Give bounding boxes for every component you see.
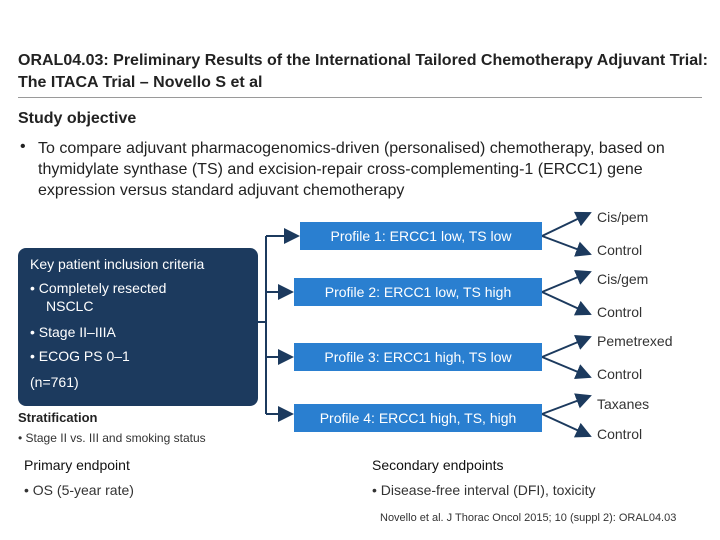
arrow-p4-arm1 xyxy=(542,396,590,414)
arm-p1-control: Control xyxy=(597,242,643,258)
arm-p3-control: Control xyxy=(597,366,643,382)
secondary-endpoints-heading: Secondary endpoints xyxy=(372,457,504,473)
arm-p4-control: Control xyxy=(597,426,643,442)
criteria-heading: Key patient inclusion criteria xyxy=(30,256,205,272)
objective-text: To compare adjuvant pharmacogenomics-driven (personalised) chemotherapy, based on thymidylate synthase (TS) and excision-repair cross-complementing-1 (ERCC1) gene expression versus standard adjuvant chemotherapy xyxy=(38,140,665,199)
profile-1-box: Profile 1: ERCC1 low, TS low xyxy=(300,222,542,250)
arm-p1-treatment: Cis/pem xyxy=(597,209,649,225)
arrow-p2-arm2 xyxy=(542,292,590,314)
secondary-endpoints-item: • Disease-free interval (DFI), toxicity xyxy=(372,482,596,498)
profile-2-box: Profile 2: ERCC1 low, TS high xyxy=(294,278,542,306)
primary-endpoint-item: • OS (5-year rate) xyxy=(24,482,134,498)
arrow-p3-arm2 xyxy=(542,357,590,377)
profile-3-box: Profile 3: ERCC1 high, TS low xyxy=(294,343,542,371)
primary-endpoint-heading: Primary endpoint xyxy=(24,457,130,473)
title-divider xyxy=(18,97,702,98)
criteria-n: (n=761) xyxy=(30,374,79,390)
slide-title: ORAL04.03: Preliminary Results of the International Tailored Chemotherapy Adjuvant Trial: The ITACA Trial – Novello S et al xyxy=(18,52,708,91)
inclusion-criteria-box xyxy=(18,248,258,406)
arm-p3-treatment: Pemetrexed xyxy=(597,333,673,349)
arrow-p1-arm1 xyxy=(542,213,590,236)
arm-p2-treatment: Cis/gem xyxy=(597,271,649,287)
stratification-heading: Stratification xyxy=(18,410,98,425)
arm-p4-treatment: Taxanes xyxy=(597,396,650,412)
arrow-p2-arm1 xyxy=(542,272,590,292)
profile-4-box: Profile 4: ERCC1 high, TS, high xyxy=(294,404,542,432)
criteria-item-1-cont: NSCLC xyxy=(46,298,94,314)
objective-bullet: • xyxy=(20,138,26,155)
stratification-item: • Stage II vs. III and smoking status xyxy=(18,431,206,445)
objective-heading: Study objective xyxy=(18,110,137,127)
criteria-item-2: • Stage II–IIIA xyxy=(30,324,116,340)
arm-p2-control: Control xyxy=(597,304,643,320)
criteria-item-3: • ECOG PS 0–1 xyxy=(30,348,130,364)
arrow-p4-arm2 xyxy=(542,414,590,436)
criteria-item-1: • Completely resected xyxy=(30,280,167,296)
arrow-p3-arm1 xyxy=(542,337,590,357)
citation-footnote: Novello et al. J Thorac Oncol 2015; 10 (suppl 2): ORAL04.03 xyxy=(380,512,677,524)
arrow-p1-arm2 xyxy=(542,236,590,254)
